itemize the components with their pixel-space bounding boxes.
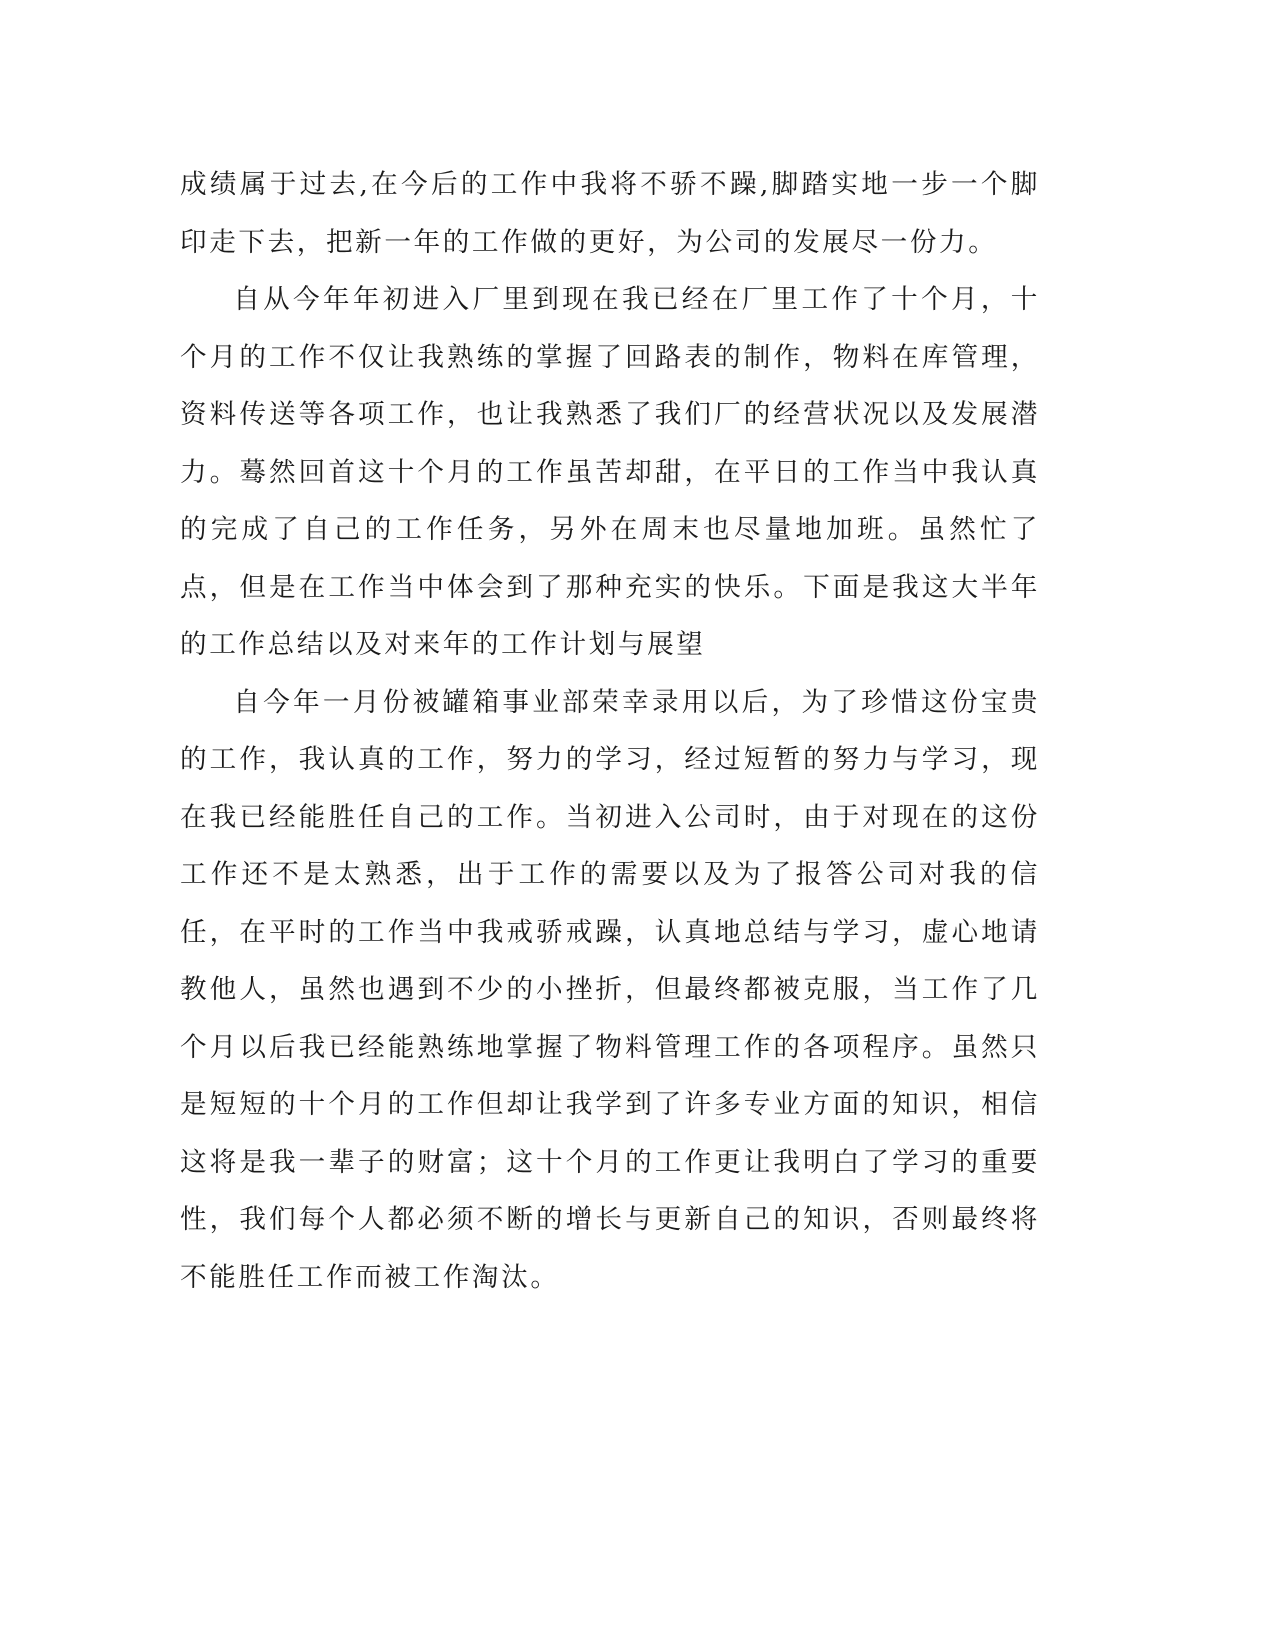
document-body	[180, 156, 1040, 1306]
paragraph-intro: 自从今年年初进入厂里到现在我已经在厂里工作了十个月，十个月的工作不仅让我熟练的掌握了回路表的制作，物料在库管理，资料传送等各项工作，也让我熟悉了我们厂的经营状况以及发展潜力。蓦然回首这十个月的工作虽苦却甜，在平日的工作当中我认真的完成了自己的工作任务，另外在周末也尽量地加班。虽然忙了点，但是在工作当中体会到了那种充实的快乐。下面是我这大半年的工作总结以及对来年的工作计划与展望	[180, 284, 1040, 660]
paragraph-continuation: 成绩属于过去,在今后的工作中我将不骄不躁,脚踏实地一步一个脚印走下去，把新一年的工作做的更好，为公司的发展尽一份力。	[180, 169, 1040, 258]
paragraph-work-summary: 自今年一月份被罐箱事业部荣幸录用以后，为了珍惜这份宝贵的工作，我认真的工作，努力的学习，经过短暂的努力与学习，现在我已经能胜任自己的工作。当初进入公司时，由于对现在的这份工作还不是太熟悉，出于工作的需要以及为了报答公司对我的信任，在平时的工作当中我戒骄戒躁，认真地总结与学习，虚心地请教他人，虽然也遇到不少的小挫折，但最终都被克服，当工作了几个月以后我已经能熟练地掌握了物料管理工作的各项程序。虽然只是短短的十个月的工作但却让我学到了许多专业方面的知识，相信这将是我一辈子的财富；这十个月的工作更让我明白了学习的重要性，我们每个人都必须不断的增长与更新自己的知识，否则最终将不能胜任工作而被工作淘汰。	[180, 686, 1040, 1293]
